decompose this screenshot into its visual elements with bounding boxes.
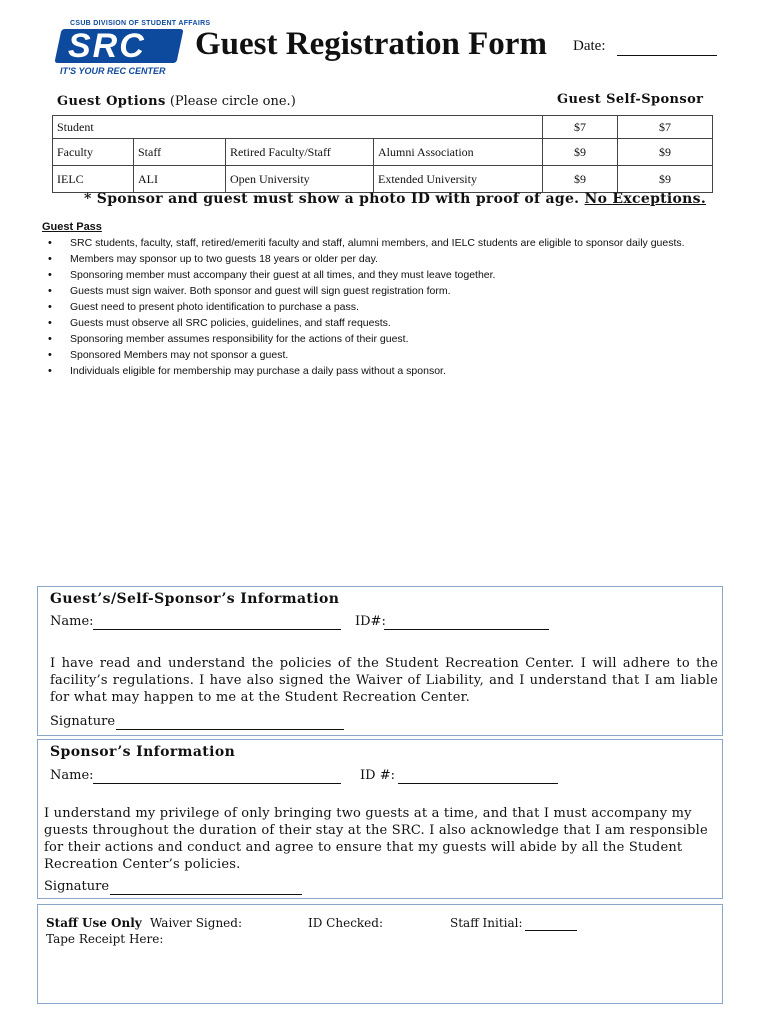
fee-row-faculty xyxy=(53,139,713,166)
rule-item: • Guest need to present photo identification to purchase a pass. xyxy=(44,299,704,315)
staff-row xyxy=(46,916,142,930)
id-checked-label: ID Checked: xyxy=(308,916,384,930)
fee-option-faculty[interactable]: Faculty xyxy=(53,139,134,166)
logo-letters: SRC xyxy=(68,27,146,65)
guest-signature-field[interactable] xyxy=(116,729,344,730)
guest-info-heading: Guest’s/Self-Sponsor’s Information xyxy=(50,591,340,607)
sponsor-name-label: Name: xyxy=(50,768,94,783)
rule-item: • Guests must sign waiver. Both sponsor and guest will sign guest registration form. xyxy=(44,283,704,299)
src-logo xyxy=(58,20,211,80)
rule-item: • SRC students, faculty, staff, retired/emeriti faculty and staff, alumni members, and IELC students are eligible to sponsor daily guests. xyxy=(44,235,704,251)
sponsor-signature-field[interactable] xyxy=(110,894,302,895)
staff-initial-field[interactable] xyxy=(525,930,577,931)
rule-item: • Sponsored Members may not sponsor a guest. xyxy=(44,347,704,363)
guest-id-label: ID#: xyxy=(355,614,386,629)
fee-option-staff[interactable]: Staff xyxy=(134,139,226,166)
fee-self-price: $9 xyxy=(618,139,713,166)
fee-option-ali[interactable]: ALI xyxy=(134,166,226,193)
self-sponsor-heading: Guest Self-Sponsor xyxy=(557,92,704,107)
id-warning-emphasis: No Exceptions. xyxy=(584,191,707,207)
fee-option-ielc[interactable]: IELC xyxy=(53,166,134,193)
rule-item: • Members may sponsor up to two guests 18 years or older per day. xyxy=(44,251,704,267)
sponsor-statement: I understand my privilege of only bringing two guests at a time, and that I must accompany my guests throughout the duration of their stay at the SRC. I also acknowledge that I am responsible for their actions and conduct and agree to ensure that my guests will abide by all the Student Recreation Center’s policies. xyxy=(44,806,708,872)
fee-row-ielc xyxy=(53,166,713,193)
fee-option-retired[interactable]: Retired Faculty/Staff xyxy=(226,139,374,166)
staff-use-heading: Staff Use Only xyxy=(46,916,142,930)
guest-options-note: (Please circle one.) xyxy=(169,94,296,109)
date-field[interactable] xyxy=(617,55,717,56)
guest-id-field[interactable] xyxy=(384,629,549,630)
guest-statement: I have read and understand the policies of the Student Recreation Center. I will adhere to the facility’s regulations. I have also signed the Waiver of Liability, and I understand that I am liable for what may happen to me at the Student Recreation Center. xyxy=(50,656,718,705)
fee-row-student xyxy=(53,116,713,139)
logo-division-text: CSUB DIVISION OF STUDENT AFFAIRS xyxy=(70,20,211,27)
guest-info-section xyxy=(37,586,723,736)
rule-item: • Individuals eligible for membership may purchase a daily pass without a sponsor. xyxy=(44,363,704,379)
guest-options-heading xyxy=(57,94,296,109)
fee-option-student[interactable]: Student xyxy=(53,116,543,139)
fee-option-alumni[interactable]: Alumni Association xyxy=(374,139,543,166)
date-label: Date: xyxy=(573,38,606,54)
sponsor-id-label: ID #: xyxy=(360,768,395,783)
guest-pass-heading: Guest Pass xyxy=(42,221,102,233)
rule-item: • Sponsoring member assumes responsibility for the actions of their guest. xyxy=(44,331,704,347)
tape-receipt-label: Tape Receipt Here: xyxy=(46,932,164,946)
rule-item: • Guests must observe all SRC policies, guidelines, and staff requests. xyxy=(44,315,704,331)
fee-option-extended-university[interactable]: Extended University xyxy=(374,166,543,193)
guest-pass-rules xyxy=(44,235,704,379)
page-title: Guest Registration Form xyxy=(195,26,547,62)
sponsor-id-field[interactable] xyxy=(398,783,558,784)
fee-table xyxy=(52,115,713,193)
guest-name-field[interactable] xyxy=(93,629,341,630)
staff-use-section xyxy=(37,904,723,1004)
sponsor-signature-label: Signature xyxy=(44,879,110,894)
fee-self-price: $7 xyxy=(618,116,713,139)
id-warning xyxy=(84,191,706,207)
fee-guest-price: $9 xyxy=(543,139,618,166)
sponsor-info-section xyxy=(37,739,723,899)
id-warning-text: * Sponsor and guest must show a photo ID with proof of age. xyxy=(84,191,580,207)
fee-self-price: $9 xyxy=(618,166,713,193)
fee-option-open-university[interactable]: Open University xyxy=(226,166,374,193)
guest-options-title: Guest Options xyxy=(57,94,166,109)
staff-initial-label: Staff Initial: xyxy=(450,916,523,930)
sponsor-info-heading: Sponsor’s Information xyxy=(50,744,236,760)
logo-tagline: IT'S YOUR REC CENTER xyxy=(60,66,166,76)
guest-name-label: Name: xyxy=(50,614,94,629)
guest-signature-label: Signature xyxy=(50,714,116,729)
rule-item: • Sponsoring member must accompany their guest at all times, and they must leave together. xyxy=(44,267,704,283)
sponsor-name-field[interactable] xyxy=(93,783,341,784)
waiver-signed-label: Waiver Signed: xyxy=(150,916,243,930)
fee-guest-price: $9 xyxy=(543,166,618,193)
fee-guest-price: $7 xyxy=(543,116,618,139)
